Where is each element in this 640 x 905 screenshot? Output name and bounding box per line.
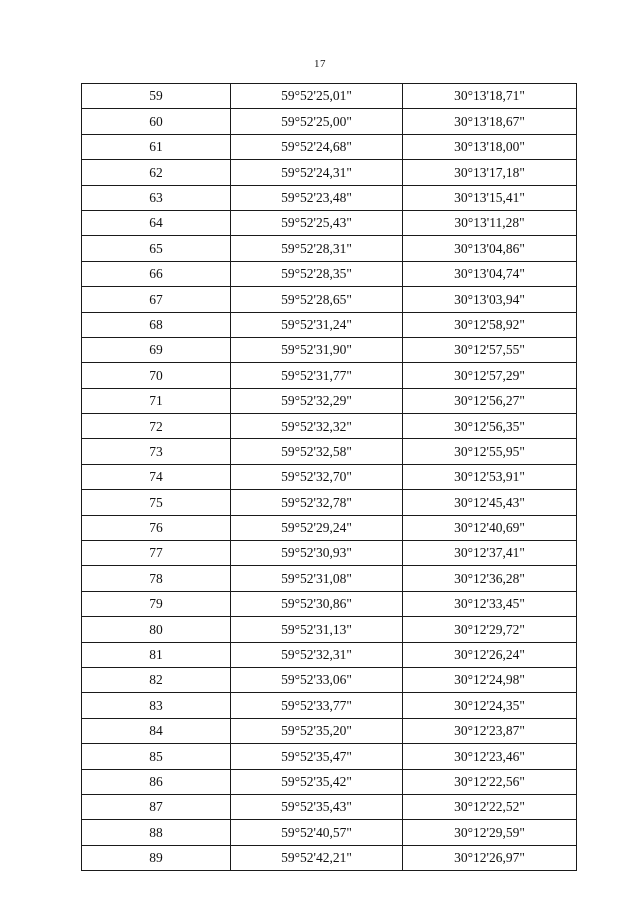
- latitude-cell: 59°52'25,43": [231, 210, 403, 235]
- latitude-cell: 59°52'28,31": [231, 236, 403, 261]
- latitude-cell: 59°52'31,08": [231, 566, 403, 591]
- point-number-cell: 64: [82, 210, 231, 235]
- point-number-cell: 69: [82, 337, 231, 362]
- table-row: [82, 718, 577, 743]
- latitude-cell: 59°52'29,24": [231, 515, 403, 540]
- point-number-cell: 81: [82, 642, 231, 667]
- table-row: [82, 566, 577, 591]
- latitude-cell: 59°52'35,42": [231, 769, 403, 794]
- longitude-cell: 30°12'53,91": [403, 464, 577, 489]
- table-row: [82, 541, 577, 566]
- table-row: [82, 744, 577, 769]
- table-row: [82, 363, 577, 388]
- point-number-cell: 82: [82, 667, 231, 692]
- longitude-cell: 30°12'37,41": [403, 541, 577, 566]
- table-row: [82, 236, 577, 261]
- latitude-cell: 59°52'31,77": [231, 363, 403, 388]
- latitude-cell: 59°52'32,29": [231, 388, 403, 413]
- longitude-cell: 30°13'18,71": [403, 84, 577, 109]
- longitude-cell: 30°12'24,98": [403, 667, 577, 692]
- point-number-cell: 67: [82, 287, 231, 312]
- latitude-cell: 59°52'32,70": [231, 464, 403, 489]
- latitude-cell: 59°52'32,31": [231, 642, 403, 667]
- longitude-cell: 30°12'58,92": [403, 312, 577, 337]
- point-number-cell: 66: [82, 261, 231, 286]
- point-number-cell: 65: [82, 236, 231, 261]
- longitude-cell: 30°13'04,86": [403, 236, 577, 261]
- longitude-cell: 30°12'29,59": [403, 820, 577, 845]
- longitude-cell: 30°13'11,28": [403, 210, 577, 235]
- coordinates-table-body: [82, 84, 577, 871]
- table-row: [82, 439, 577, 464]
- longitude-cell: 30°12'57,29": [403, 363, 577, 388]
- latitude-cell: 59°52'40,57": [231, 820, 403, 845]
- point-number-cell: 86: [82, 769, 231, 794]
- latitude-cell: 59°52'31,90": [231, 337, 403, 362]
- point-number-cell: 59: [82, 84, 231, 109]
- table-row: [82, 845, 577, 870]
- longitude-cell: 30°12'57,55": [403, 337, 577, 362]
- longitude-cell: 30°12'29,72": [403, 617, 577, 642]
- latitude-cell: 59°52'25,00": [231, 109, 403, 134]
- longitude-cell: 30°12'56,27": [403, 388, 577, 413]
- table-row: [82, 337, 577, 362]
- latitude-cell: 59°52'32,78": [231, 490, 403, 515]
- longitude-cell: 30°12'55,95": [403, 439, 577, 464]
- latitude-cell: 59°52'28,35": [231, 261, 403, 286]
- latitude-cell: 59°52'42,21": [231, 845, 403, 870]
- latitude-cell: 59°52'24,68": [231, 134, 403, 159]
- latitude-cell: 59°52'35,47": [231, 744, 403, 769]
- coordinates-table: [81, 83, 577, 871]
- table-row: [82, 261, 577, 286]
- longitude-cell: 30°13'18,00": [403, 134, 577, 159]
- latitude-cell: 59°52'24,31": [231, 160, 403, 185]
- latitude-cell: 59°52'25,01": [231, 84, 403, 109]
- point-number-cell: 78: [82, 566, 231, 591]
- longitude-cell: 30°12'45,43": [403, 490, 577, 515]
- point-number-cell: 62: [82, 160, 231, 185]
- longitude-cell: 30°12'56,35": [403, 414, 577, 439]
- point-number-cell: 80: [82, 617, 231, 642]
- point-number-cell: 74: [82, 464, 231, 489]
- longitude-cell: 30°13'17,18": [403, 160, 577, 185]
- longitude-cell: 30°13'04,74": [403, 261, 577, 286]
- point-number-cell: 73: [82, 439, 231, 464]
- longitude-cell: 30°12'40,69": [403, 515, 577, 540]
- point-number-cell: 88: [82, 820, 231, 845]
- point-number-cell: 79: [82, 591, 231, 616]
- point-number-cell: 70: [82, 363, 231, 388]
- latitude-cell: 59°52'30,86": [231, 591, 403, 616]
- table-row: [82, 160, 577, 185]
- table-row: [82, 794, 577, 819]
- table-row: [82, 388, 577, 413]
- table-row: [82, 591, 577, 616]
- point-number-cell: 63: [82, 185, 231, 210]
- point-number-cell: 60: [82, 109, 231, 134]
- latitude-cell: 59°52'31,24": [231, 312, 403, 337]
- latitude-cell: 59°52'32,32": [231, 414, 403, 439]
- point-number-cell: 84: [82, 718, 231, 743]
- latitude-cell: 59°52'33,77": [231, 693, 403, 718]
- latitude-cell: 59°52'35,20": [231, 718, 403, 743]
- table-row: [82, 490, 577, 515]
- latitude-cell: 59°52'32,58": [231, 439, 403, 464]
- table-row: [82, 312, 577, 337]
- latitude-cell: 59°52'33,06": [231, 667, 403, 692]
- point-number-cell: 72: [82, 414, 231, 439]
- longitude-cell: 30°12'22,56": [403, 769, 577, 794]
- longitude-cell: 30°12'23,87": [403, 718, 577, 743]
- table-row: [82, 515, 577, 540]
- point-number-cell: 77: [82, 541, 231, 566]
- latitude-cell: 59°52'35,43": [231, 794, 403, 819]
- table-row: [82, 210, 577, 235]
- table-row: [82, 642, 577, 667]
- longitude-cell: 30°12'23,46": [403, 744, 577, 769]
- point-number-cell: 85: [82, 744, 231, 769]
- longitude-cell: 30°12'24,35": [403, 693, 577, 718]
- table-row: [82, 414, 577, 439]
- latitude-cell: 59°52'23,48": [231, 185, 403, 210]
- longitude-cell: 30°13'18,67": [403, 109, 577, 134]
- table-row: [82, 134, 577, 159]
- table-row: [82, 464, 577, 489]
- longitude-cell: 30°12'26,24": [403, 642, 577, 667]
- point-number-cell: 87: [82, 794, 231, 819]
- longitude-cell: 30°12'36,28": [403, 566, 577, 591]
- longitude-cell: 30°13'03,94": [403, 287, 577, 312]
- latitude-cell: 59°52'30,93": [231, 541, 403, 566]
- table-row: [82, 769, 577, 794]
- table-row: [82, 185, 577, 210]
- table-row: [82, 667, 577, 692]
- longitude-cell: 30°13'15,41": [403, 185, 577, 210]
- point-number-cell: 76: [82, 515, 231, 540]
- table-row: [82, 820, 577, 845]
- longitude-cell: 30°12'26,97": [403, 845, 577, 870]
- latitude-cell: 59°52'31,13": [231, 617, 403, 642]
- table-row: [82, 617, 577, 642]
- table-row: [82, 84, 577, 109]
- table-row: [82, 109, 577, 134]
- point-number-cell: 89: [82, 845, 231, 870]
- point-number-cell: 71: [82, 388, 231, 413]
- point-number-cell: 75: [82, 490, 231, 515]
- point-number-cell: 83: [82, 693, 231, 718]
- table-row: [82, 287, 577, 312]
- page-number: 17: [314, 58, 326, 70]
- point-number-cell: 61: [82, 134, 231, 159]
- point-number-cell: 68: [82, 312, 231, 337]
- longitude-cell: 30°12'33,45": [403, 591, 577, 616]
- table-row: [82, 693, 577, 718]
- latitude-cell: 59°52'28,65": [231, 287, 403, 312]
- longitude-cell: 30°12'22,52": [403, 794, 577, 819]
